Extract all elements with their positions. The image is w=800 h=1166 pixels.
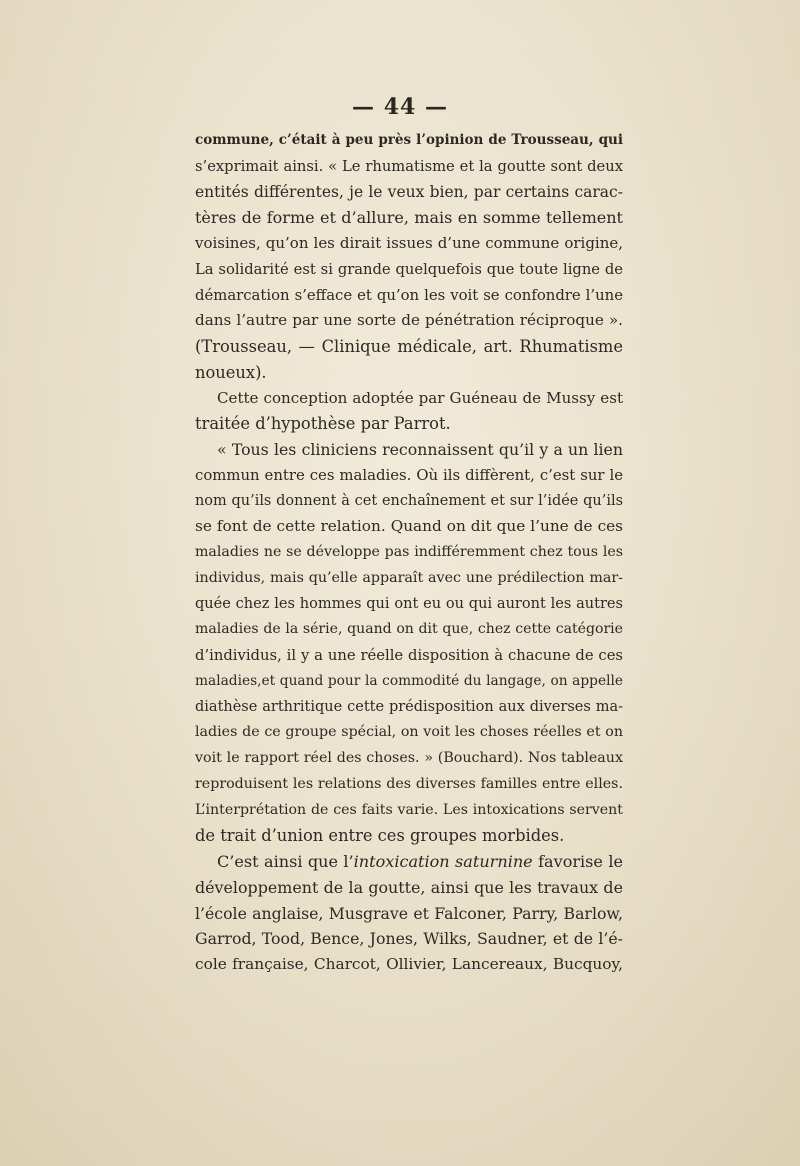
text-line: voisines, qu’on les dirait issues d’une commune origine,	[195, 234, 623, 252]
text-line: maladies de la série, quand on dit que, chez cette catégorie	[195, 621, 623, 638]
text-line: de trait d’union entre ces groupes morbides.	[195, 826, 565, 846]
text-line: L’interprétation de ces faits varie. Les intoxications servent	[195, 801, 623, 818]
text-line: d’individus, il y a une réelle disposition à chacune de ces	[195, 647, 623, 664]
text-line: s’exprimait ainsi. « Le rhumatisme et la goutte sont deux	[195, 157, 623, 175]
text-line: « Tous les cliniciens reconnaissent qu’il y a un lien	[217, 440, 623, 459]
text-line: quée chez les hommes qui ont eu ou qui auront les autres	[195, 595, 623, 612]
text-line: maladies,et quand pour la commodité du langage, on appelle	[195, 672, 623, 689]
text-line: diathèse arthritique cette prédisposition aux diverses ma-	[195, 698, 623, 715]
text-line: ladies de ce groupe spécial, on voit les choses réelles et on	[195, 724, 623, 741]
text-line: dans l’autre par une sorte de pénétration réciproque ».	[195, 311, 623, 330]
text-line: cole française, Charcot, Ollivier, Lancereaux, Bucquoy,	[195, 955, 623, 973]
text-line: l’école anglaise, Musgrave et Falconer, Parry, Barlow,	[195, 903, 623, 923]
text-line: voit le rapport réel des choses. » (Bouchard). Nos tableaux	[195, 750, 623, 766]
text-line: Cette conception adoptée par Guéneau de Mussy est	[217, 388, 623, 407]
text-line: noueux).	[195, 362, 267, 382]
text-line: (Trousseau, — Clinique médicale, art. Rhumatisme	[195, 337, 623, 356]
text-line: démarcation s’efface et qu’on les voit se confondre l’une	[195, 286, 623, 304]
page-number: — 44 —	[352, 94, 448, 120]
text-line: se font de cette relation. Quand on dit que l’une de ces	[195, 517, 623, 536]
text-line: C’est ainsi que l’intoxication saturnine favorise le	[217, 852, 623, 871]
text-line: commune, c’était à peu près l’opinion de Trousseau, qui	[195, 132, 623, 148]
body-text	[195, 128, 623, 978]
text-line: reproduisent les relations des diverses familles entre elles.	[195, 775, 623, 792]
text-line: nom qu’ils donnent à cet enchaînement et sur l’idée qu’ils	[195, 492, 623, 509]
text-line: développement de la goutte, ainsi que les travaux de	[195, 877, 623, 897]
text-line: individus, mais qu’elle apparaît avec une prédilection mar-	[195, 569, 623, 586]
text-line: entités différentes, je le veux bien, par certains carac-	[195, 182, 623, 201]
text-line: commun entre ces maladies. Où ils diffèrent, c’est sur le	[195, 465, 623, 484]
text-line: traitée d’hypothèse par Parrot.	[195, 414, 451, 434]
text-line: Garrod, Tood, Bence, Jones, Wilks, Saudner, et de l’é-	[195, 929, 623, 949]
italic-term: intoxication saturnine	[353, 852, 533, 871]
text-line: tères de forme et d’allure, mais en somme tellement	[195, 208, 623, 228]
text-line: maladies ne se développe pas indifféremment chez tous les	[195, 544, 623, 560]
text-line: La solidarité est si grande quelquefois que toute ligne de	[195, 260, 623, 278]
